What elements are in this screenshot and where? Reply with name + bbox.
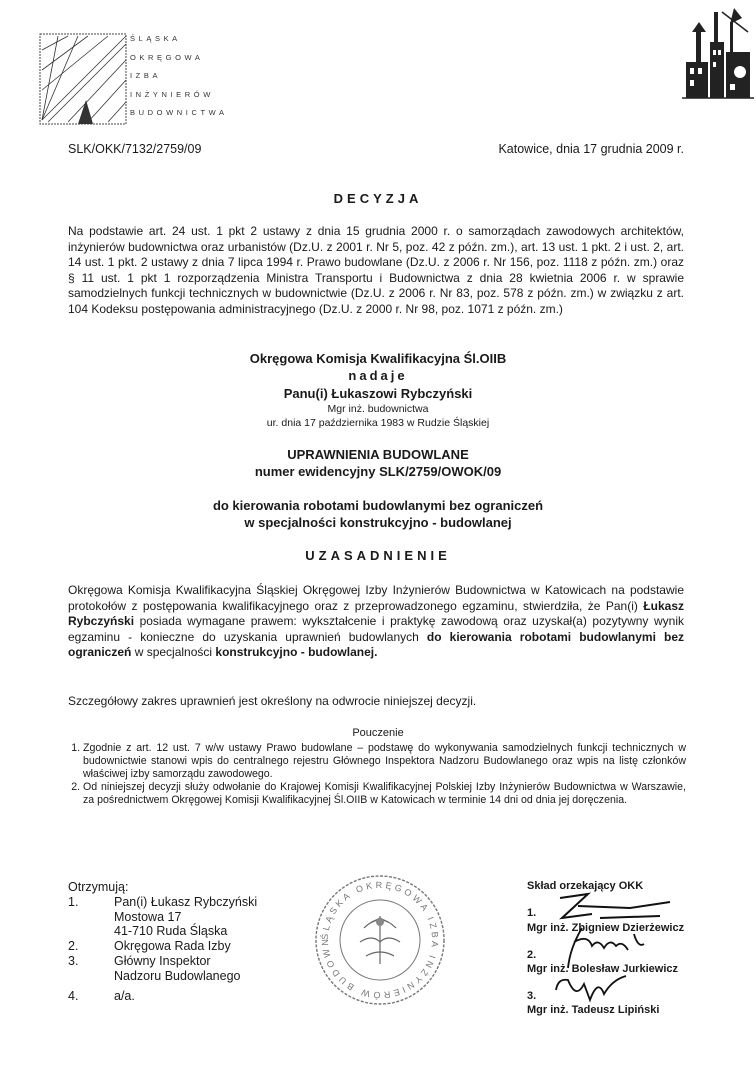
committee-member: Mgr inż. Bolesław Jurkiewicz xyxy=(527,963,678,975)
list-item xyxy=(68,939,257,954)
recipient-birth: ur. dnia 17 października 1983 w Rudzie Śląskiej xyxy=(266,417,490,429)
committee-member-number: 3. xyxy=(527,990,537,1002)
justification-paragraph xyxy=(68,583,684,661)
justification-specialty: konstrukcyjno - budowlanej. xyxy=(215,645,378,660)
recipient-line: 41-710 Ruda Śląska xyxy=(114,924,228,939)
recipients-label: Otrzymują: xyxy=(68,880,129,894)
chamber-name-line: INŻYNIERÓW xyxy=(130,89,214,99)
legal-basis-paragraph: Na podstawie art. 24 ust. 1 pkt 2 ustawy z dnia 15 grudnia 2000 r. o samorządach zawodowych architektów, inżynierów budownictwa oraz urbanistów (Dz.U. z 2001 r. Nr 5, poz. 42 z późn. zm.), art. 13 ust. 1 pkt. 2 i ust. 2, art. 14 ust. 1 pkt. 2 ustawy z dnia 7 lipca 1994 r. Prawo budowlane (Dz.U. z 2006 r. Nr 156, poz. 1118 z późn. zm.) oraz § 11 ust. 1 pkt 1 rozporządzenia Ministra Transportu i Budownictwa z dnia 28 kwietnia 2006 r. w sprawie samodzielnych funkcji technicznych w budownictwie (Dz.U. z 2006 r. Nr 83, poz. 578 z późn. zm.) w związku z art. 104 Kodeksu postępowania administracyjnego (Dz.U. z 2000 r. Nr 98, poz. 1071 z późn. zm.) xyxy=(68,224,684,316)
list-item xyxy=(68,954,257,984)
recipient-line: Okręgowa Rada Izby xyxy=(114,939,231,954)
committee-member-number: 2. xyxy=(527,949,537,961)
chamber-name xyxy=(130,30,228,123)
issue-date: Katowice, dnia 17 grudnia 2009 r. xyxy=(498,142,684,156)
scope-reference: Szczegółowy zakres uprawnień jest określony na odwrocie niniejszej decyzji. xyxy=(68,694,477,708)
permit-scope: do kierowania robotami budowlanymi bez ograniczeń xyxy=(212,498,544,513)
recipients-list xyxy=(68,880,257,1003)
committee-member: Mgr inż. Zbigniew Dzierżewicz xyxy=(527,922,685,934)
reference-number: SLK/OKK/7132/2759/09 xyxy=(68,142,202,156)
svg-text:ŚLĄSKA OKRĘGOWA IZBA INŻYNIERÓ: ŚLĄSKA OKRĘGOWA IZBA INŻYNIERÓW BUDOWN xyxy=(319,879,441,1001)
justification-text: posiada wymagane prawem: wykształcenie i praktykę zawodową oraz uzyskał(a) pozytywny wynik egzaminu - konieczne do uzyskania uprawnień budowlanych xyxy=(68,614,684,644)
justification-scope: do kierowania robotami budowlanymi bez ograniczeń xyxy=(68,629,685,660)
chamber-name-line: OKRĘGOWA xyxy=(130,52,204,62)
notice-title: Pouczenie xyxy=(352,727,404,739)
decision-verb: nadaje xyxy=(348,368,408,383)
justification-text: Okręgowa Komisja Kwalifikacyjna Śląskiej Okręgowej Izby Inżynierów Budownictwa w Katowicach na podstawie protokołów z postępowania kwalifikacyjnego oraz z przeprowadzonego egzaminu, stwierdziła, że Pan(i) xyxy=(68,583,684,613)
recipient-line: Główny Inspektor xyxy=(114,953,211,968)
committee-member: Mgr inż. Tadeusz Lipiński xyxy=(527,1004,660,1016)
justification-name: Łukasz Rybczyński xyxy=(68,598,684,629)
chamber-name-line: ŚLĄSKA xyxy=(130,34,181,43)
notice-list xyxy=(68,742,686,807)
recipient-line: Mostowa 17 xyxy=(114,909,182,924)
official-seal-icon xyxy=(312,872,448,1008)
recipient-degree: Mgr inż. budownictwa xyxy=(327,403,429,415)
recipient-line: Nadzoru Budowlanego xyxy=(114,968,241,983)
justification-text: w specjalności xyxy=(131,645,216,660)
committee-member-number: 1. xyxy=(527,907,537,919)
recipient-number: 3. xyxy=(68,953,79,968)
list-item xyxy=(68,989,257,1004)
chamber-logo xyxy=(38,30,238,130)
chamber-name-line: IZBA xyxy=(130,71,162,80)
committee-label: Skład orzekający OKK xyxy=(527,880,644,892)
commission-name: Okręgowa Komisja Kwalifikacyjna Śl.OIIB xyxy=(249,351,507,366)
notice-item: 2. Od niniejszej decyzji służy odwołanie do Krajowej Komisji Kwalifikacyjnej Polskiej Izby Inżynierów Budownictwa w Warszawie, za pośrednictwem Okręgowej Komisji Kwalifikacyjnej Śl.OIIB w Katowicach w terminie 14 dni od dnia jej doręczenia. xyxy=(83,781,686,807)
permit-specialty: w specjalności konstrukcyjno - budowlanej xyxy=(244,515,512,530)
recipient-name: Panu(i) Łukaszowi Rybczyński xyxy=(283,386,473,401)
list-item xyxy=(68,895,257,939)
recipient-line: a/a. xyxy=(114,988,135,1003)
justification-title: UZASADNIENIE xyxy=(305,548,451,563)
notice-item: 1. Zgodnie z art. 12 ust. 7 w/w ustawy Prawo budowlane – podstawę do wykonywania samodzielnych funkcji technicznych w budownictwie stanowi wpis do centralnego rejestru Głównego Inspektora Nadzoru Budowlanego oraz wpis na listę członków właściwej izby samorządu zawodowego. xyxy=(83,742,686,781)
decision-title: DECYZJA xyxy=(333,191,423,206)
permit-title: UPRAWNIENIA BUDOWLANE xyxy=(287,447,469,462)
recipient-line: Pan(i) Łukasz Rybczyński xyxy=(114,894,258,909)
chamber-name-line: BUDOWNICTWA xyxy=(130,108,228,117)
recipient-number: 1. xyxy=(68,894,79,909)
recipient-number: 4. xyxy=(68,988,79,1003)
permit-number: numer ewidencyjny SLK/2759/OWOK/09 xyxy=(254,464,502,479)
chamber-logo-mark-icon xyxy=(38,30,128,130)
industrial-engraving-icon xyxy=(682,2,754,102)
recipient-number: 2. xyxy=(68,939,79,954)
